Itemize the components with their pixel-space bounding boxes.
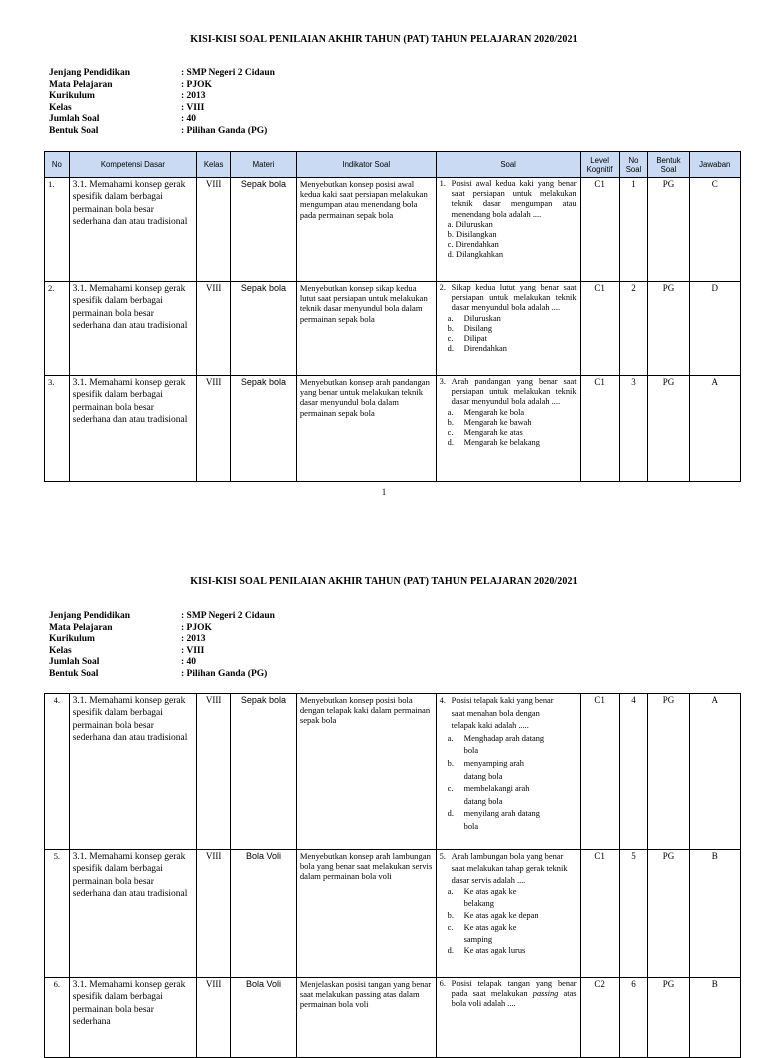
indikator-cell: Menyebutkan konsep sikap kedua lutut saat persiapan untuk melakukan teknik dasar menyundul bola dalam permainan sepak bola: [296, 282, 436, 376]
column-header: Jawaban: [689, 152, 740, 178]
column-header: Indikator Soal: [296, 152, 436, 178]
table-row: [45, 376, 741, 482]
meta-label: Jenjang Pendidikan: [49, 68, 131, 78]
option-letter: b.: [447, 910, 454, 920]
question-number: 5.: [439, 852, 446, 861]
meta-row: [49, 623, 275, 635]
question: [440, 695, 577, 733]
materi-cell: Sepak bola: [231, 694, 297, 850]
bentuk-soal: PG: [648, 376, 689, 482]
answer-option: [440, 250, 577, 260]
option-text: b. Disilangkan: [447, 230, 497, 240]
kompetensi-dasar: 3.1. Memahami konsep gerak spesifik dalam berbagai permainan bola besar sederhana: [69, 978, 196, 1058]
indikator-cell: Menyebutkan konsep posisi awal kedua kaki saat persiapan melakukan mengumpan atau menendang bola pada permainan sepak bola: [296, 178, 436, 282]
option-text: Direndahkan: [463, 344, 507, 354]
question: [440, 283, 577, 314]
soal-cell: [436, 978, 580, 1058]
option-letter: d.: [447, 809, 454, 819]
answer-option: [440, 783, 577, 808]
option-text: Mengarah ke belakang: [463, 438, 540, 448]
document-title: KISI-KISI SOAL PENILAIAN AKHIR TAHUN (PAT) TAHUN PELAJARAN 2020/2021: [190, 576, 578, 587]
option-text: Ke atas agak ke depan: [463, 910, 539, 920]
column-header: No Soal: [619, 152, 648, 178]
question-text: Posisi telapak kaki yang benar saat menahan bola dengan telapak kaki adalah .....: [451, 696, 554, 731]
answer-option: [440, 344, 577, 354]
answer-option: [440, 428, 577, 438]
no-soal: 4: [619, 694, 648, 850]
meta-row: [49, 91, 275, 103]
answer-option: [440, 438, 577, 448]
question: [440, 851, 577, 886]
meta-label: Bentuk Soal: [49, 668, 99, 679]
meta-row: [49, 611, 275, 623]
meta-label: Jumlah Soal: [49, 114, 100, 125]
question-text-part: atas bola voli adalah ....: [451, 989, 577, 1009]
meta-value: : Pilihan Ganda (PG): [181, 668, 268, 679]
meta-row: [49, 669, 275, 681]
meta-value: : VIII: [181, 645, 205, 656]
answer-option: [440, 324, 577, 334]
soal-cell: [436, 282, 580, 376]
meta-value: : 2013: [181, 634, 206, 645]
kisi-table: [44, 151, 741, 482]
kelas-cell: VIII: [197, 376, 231, 482]
kelas-cell: VIII: [197, 978, 231, 1058]
meta-label: Jumlah Soal: [49, 657, 100, 668]
option-text: Menghadap arah datang bola: [463, 733, 545, 756]
meta-row: [49, 68, 275, 80]
option-letter: c.: [447, 784, 454, 794]
option-text: Mengarah ke atas: [463, 428, 523, 438]
answer-option: [440, 945, 577, 957]
option-text: d. Dilangkahkan: [447, 250, 504, 260]
question-number: 1.: [439, 179, 446, 188]
question-text: Sikap kedua lutut yang benar saat persiapan untuk melakukan teknik dasar menyundul bola adalah ....: [451, 283, 577, 313]
option-letter: c.: [447, 334, 454, 344]
no-soal: 6: [619, 978, 648, 1058]
meta-label: Kurikulum: [49, 91, 95, 102]
option-text: Diluruskan: [463, 313, 501, 323]
column-header: Materi: [231, 152, 297, 178]
soal-cell: [436, 850, 580, 978]
column-header: Soal: [436, 152, 580, 178]
no-soal: 2: [619, 282, 648, 376]
materi-cell: Sepak bola: [231, 376, 297, 482]
answer-option: [440, 808, 577, 833]
option-letter: d.: [447, 946, 454, 956]
question-text: [452, 979, 577, 1010]
option-letter: c.: [447, 922, 454, 932]
option-text: Ke atas agak ke samping: [463, 922, 517, 944]
level-kognitif: C1: [580, 850, 619, 978]
jawaban: B: [689, 850, 740, 978]
option-text: Mengarah ke bola: [463, 407, 525, 417]
answer-option: [440, 418, 577, 428]
answer-option: [440, 408, 577, 418]
meta-value: : VIII: [181, 102, 205, 113]
level-kognitif: C1: [580, 376, 619, 482]
level-kognitif: C1: [580, 178, 619, 282]
answer-option: [440, 240, 577, 250]
soal-cell: [436, 694, 580, 850]
option-text: c. Direndahkan: [447, 240, 499, 250]
table-row: [45, 978, 741, 1058]
answer-option: [440, 758, 577, 783]
answer-option: [440, 922, 577, 946]
meta-value: : 40: [181, 114, 197, 125]
level-kognitif: C1: [580, 282, 619, 376]
indikator-cell: Menjelaskan posisi tangan yang benar saat melakukan passing atas dalam permainan bola voli: [296, 978, 436, 1058]
option-letter: d.: [447, 344, 454, 354]
jawaban: D: [689, 282, 740, 376]
jawaban: A: [689, 376, 740, 482]
question-number: 2.: [439, 283, 446, 292]
answer-option: [440, 886, 577, 910]
materi-cell: Sepak bola: [231, 282, 297, 376]
meta-label: Mata Pelajaran: [49, 622, 113, 633]
meta-label: Jenjang Pendidikan: [49, 611, 131, 621]
meta-value: : PJOK: [181, 79, 212, 90]
level-kognitif: C1: [580, 694, 619, 850]
option-letter: a.: [447, 887, 454, 897]
option-text: Ke atas agak lurus: [463, 946, 526, 956]
row-number: 4.: [45, 694, 70, 850]
meta-label: Bentuk Soal: [49, 125, 99, 136]
kelas-cell: VIII: [197, 850, 231, 978]
column-header: Kompetensi Dasar: [69, 152, 196, 178]
meta-value: : SMP Negeri 2 Cidaun: [181, 611, 275, 621]
kelas-cell: VIII: [197, 178, 231, 282]
document-meta: [49, 611, 275, 681]
indikator-cell: Menyebutkan konsep arah lambungan bola yang benar saat melakukan servis dalam permainan bola voli: [296, 850, 436, 978]
meta-row: [49, 646, 275, 658]
option-text: Disilang: [463, 323, 493, 333]
question: [440, 377, 577, 408]
meta-label: Kurikulum: [49, 634, 95, 645]
level-kognitif: C2: [580, 978, 619, 1058]
option-text: a. Diluruskan: [447, 219, 493, 229]
document-meta: [49, 68, 275, 138]
column-header: Kelas: [197, 152, 231, 178]
column-header: Level Kognitif: [580, 152, 619, 178]
soal-cell: [436, 376, 580, 482]
column-header: Bentuk Soal: [648, 152, 689, 178]
meta-label: Kelas: [49, 102, 72, 113]
bentuk-soal: PG: [648, 978, 689, 1058]
question: [440, 979, 577, 1010]
question-number: 3.: [439, 377, 446, 386]
meta-value: : 40: [181, 657, 197, 668]
table-row: [45, 178, 741, 282]
kelas-cell: VIII: [197, 694, 231, 850]
option-letter: a.: [447, 407, 454, 417]
option-text: menyilang arah datang bola: [463, 809, 540, 831]
kompetensi-dasar: 3.1. Memahami konsep gerak spesifik dalam berbagai permainan bola besar sederhana dan atau tradisional: [69, 376, 196, 482]
bentuk-soal: PG: [648, 178, 689, 282]
meta-row: [49, 126, 275, 138]
answer-option: [440, 334, 577, 344]
no-soal: 3: [619, 376, 648, 482]
option-letter: b.: [447, 323, 454, 333]
jawaban: A: [689, 694, 740, 850]
meta-value: : 2013: [181, 91, 206, 102]
answer-option: [440, 220, 577, 230]
answer-option: [440, 733, 577, 758]
question: [440, 179, 577, 220]
option-letter: b.: [447, 758, 454, 768]
question-text-part: Posisi telapak tangan yang benar pada saat melakukan: [451, 979, 577, 999]
table-row: [45, 694, 741, 850]
indikator-cell: Menyebutkan konsep arah pandangan yang benar untuk melakukan teknik dasar menyundul bola dalam permainan sepak bola: [296, 376, 436, 482]
materi-cell: Bola Voli: [231, 850, 297, 978]
row-number: 5.: [45, 850, 70, 978]
question-text: Posisi awal kedua kaki yang benar saat persiapan untuk melakukan teknik dasar mengumpan atau menendang bola adalah ....: [451, 179, 577, 219]
table-row: [45, 850, 741, 978]
meta-row: [49, 634, 275, 646]
option-letter: c.: [447, 428, 454, 438]
meta-label: Kelas: [49, 645, 72, 656]
option-letter: b.: [447, 417, 454, 427]
question-text-emphasis: passing: [532, 989, 559, 999]
no-soal: 5: [619, 850, 648, 978]
column-header: No: [45, 152, 70, 178]
question-text: Arah lambungan bola yang benar saat melakukan tahap gerak teknik dasar servis adalah ....: [451, 852, 568, 885]
answer-option: [440, 910, 577, 922]
soal-cell: [436, 178, 580, 282]
kompetensi-dasar: 3.1. Memahami konsep gerak spesifik dalam berbagai permainan bola besar sederhana dan atau tradisional: [69, 178, 196, 282]
no-soal: 1: [619, 178, 648, 282]
row-number: 1.: [45, 178, 70, 282]
materi-cell: Sepak bola: [231, 178, 297, 282]
meta-label: Mata Pelajaran: [49, 79, 113, 90]
option-text: Ke atas agak ke belakang: [463, 887, 517, 909]
materi-cell: Bola Voli: [231, 978, 297, 1058]
kompetensi-dasar: 3.1. Memahami konsep gerak spesifik dalam berbagai permainan bola besar sederhana dan atau tradisional: [69, 694, 196, 850]
row-number: 2.: [45, 282, 70, 376]
meta-value: : SMP Negeri 2 Cidaun: [181, 68, 275, 78]
option-text: Dilipat: [463, 334, 487, 344]
page-number: 1: [381, 487, 387, 497]
meta-value: : PJOK: [181, 622, 212, 633]
bentuk-soal: PG: [648, 850, 689, 978]
question-text: Arah pandangan yang benar saat persiapan untuk melakukan teknik dasar menyundul bola adalah ....: [451, 377, 577, 407]
option-letter: a.: [447, 733, 454, 743]
jawaban: B: [689, 978, 740, 1058]
question-number: 6.: [439, 979, 446, 988]
row-number: 6.: [45, 978, 70, 1058]
indikator-cell: Menyebutkan konsep posisi bola dengan telapak kaki dalam permainan sepak bola: [296, 694, 436, 850]
document-title: KISI-KISI SOAL PENILAIAN AKHIR TAHUN (PAT) TAHUN PELAJARAN 2020/2021: [190, 34, 578, 45]
meta-row: [49, 657, 275, 669]
bentuk-soal: PG: [648, 282, 689, 376]
row-number: 3.: [45, 376, 70, 482]
answer-option: [440, 314, 577, 324]
kompetensi-dasar: 3.1. Memahami konsep gerak spesifik dalam berbagai permainan bola besar sederhana dan atau tradisional: [69, 282, 196, 376]
option-letter: d.: [447, 438, 454, 448]
option-text: membelakangi arah datang bola: [463, 784, 530, 806]
answer-option: [440, 230, 577, 240]
table-header-row: [45, 152, 741, 178]
meta-row: [49, 103, 275, 115]
kisi-table: [44, 693, 741, 1058]
option-text: Mengarah ke bawah: [463, 417, 532, 427]
meta-row: [49, 80, 275, 92]
jawaban: C: [689, 178, 740, 282]
bentuk-soal: PG: [648, 694, 689, 850]
kompetensi-dasar: 3.1. Memahami konsep gerak spesifik dalam berbagai permainan bola besar sederhana dan atau tradisional: [69, 850, 196, 978]
option-text: menyamping arah datang bola: [463, 758, 524, 781]
meta-row: [49, 114, 275, 126]
kelas-cell: VIII: [197, 282, 231, 376]
option-letter: a.: [447, 313, 454, 323]
meta-value: : Pilihan Ganda (PG): [181, 125, 268, 136]
question-number: 4.: [439, 696, 446, 705]
table-row: [45, 282, 741, 376]
